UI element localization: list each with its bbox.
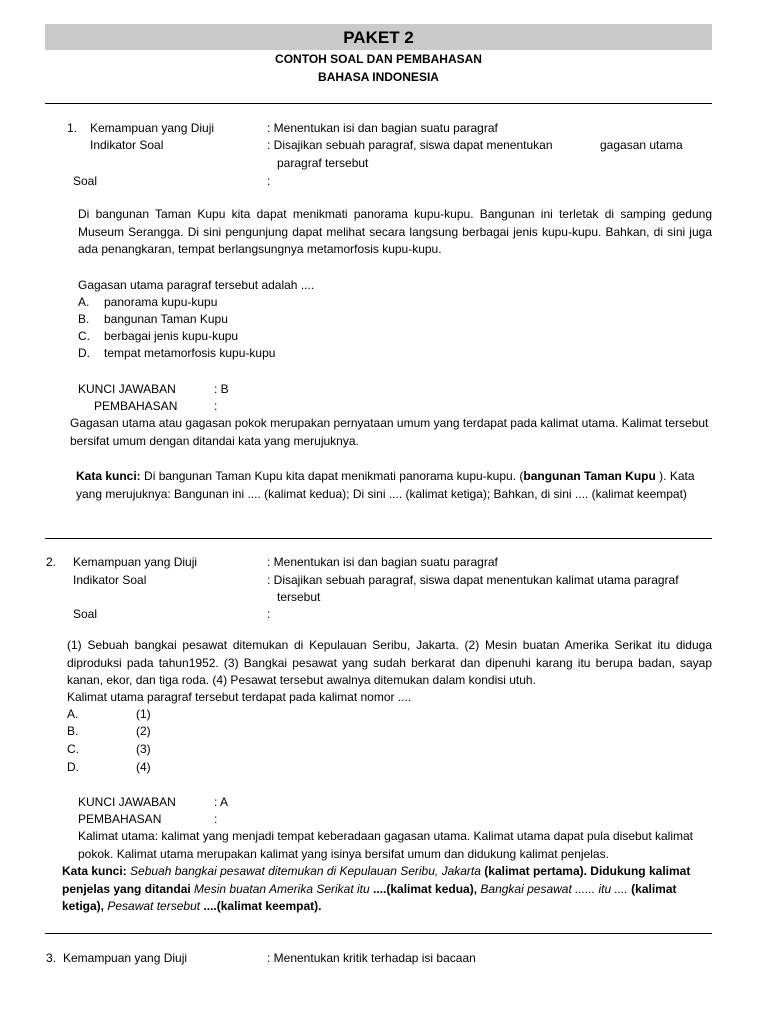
q2-kk-bold-3: (kalimat ketiga),: [62, 881, 677, 913]
q2-option-b-letter: B.: [67, 724, 79, 738]
q2-option-d-letter: D.: [67, 760, 79, 774]
q1-option-a-letter: A.: [78, 295, 90, 309]
q1-option-c-letter: C.: [78, 329, 90, 343]
q1-question: Gagasan utama paragraf tersebut adalah ....: [78, 278, 315, 292]
q1-pembahasan-colon: :: [214, 399, 218, 413]
q2-kunci-value: : A: [214, 795, 229, 809]
q2-passage: (1) Sebuah bangkai pesawat ditemukan di Kepulauan Seribu, Jakarta. (2) Mesin buatan Amerika Serikat itu diduga diproduksi pada tahun1952. (3) Bangkai pesawat yang sudah berkarat dan dipenuhi karang itu berupa badan, sayap kanan, ekor, dan tiga roda. (4) Pesawat tersebut awalnya ditemukan dalam kondisi utuh.: [67, 638, 712, 687]
q1-kata-kunci: [76, 468, 712, 503]
q2-kk-italic-2: Mesin buatan Amerika Serikat itu: [194, 881, 370, 896]
q2-kunci-label: KUNCI JAWABAN: [78, 795, 176, 809]
q1-option-c-text: berbagai jenis kupu-kupu: [104, 329, 239, 343]
title-banner: [45, 24, 712, 50]
q1-option-a-text: panorama kupu-kupu: [104, 295, 218, 309]
q2-soal-label: Soal: [73, 607, 98, 621]
q1-indikator-value: : Disajikan sebuah paragraf, siswa dapat menentukan: [267, 138, 553, 152]
q2-kk-italic-1: Sebuah bangkai pesawat ditemukan di Kepulauan Seribu, Jakarta: [126, 864, 481, 878]
divider: [45, 538, 712, 539]
page-title: PAKET 2: [343, 28, 414, 47]
q2-option-a-text: (1): [136, 707, 151, 721]
q2-kk-italic-3: Bangkai pesawat ...... itu ....: [480, 881, 628, 896]
q2-option-b-text: (2): [136, 724, 151, 738]
divider: [45, 933, 712, 934]
q3-kemampuan-label: Kemampuan yang Diuji: [63, 951, 188, 965]
q1-soal-label: Soal: [73, 174, 98, 188]
q2-indikator-value-b: tersebut: [277, 590, 321, 604]
q2-pembahasan-colon: :: [214, 812, 218, 826]
q1-option-b-text: bangunan Taman Kupu: [104, 312, 228, 326]
q1-kata-kunci-text-1: Di bangunan Taman Kupu kita dapat menikmati panorama kupu-kupu. (: [140, 469, 524, 483]
q1-number: 1.: [67, 121, 78, 135]
q2-option-a-letter: A.: [67, 707, 79, 721]
q1-passage: Di bangunan Taman Kupu kita dapat menikmati panorama kupu-kupu. Bangunan ini terletak di samping gedung Museum Serangga. Di sini pengunjung dapat melihat secara langsung berbagai jenis kupu-kupu. Bahkan, di sini juga ada penangkaran, tempat berlangsungnya metamorfosis kupu-kupu.: [78, 207, 712, 256]
q2-option-c-letter: C.: [67, 742, 79, 756]
q2-pembahasan-text: Kalimat utama: kalimat yang menjadi tempat keberadaan gagasan utama. Kalimat utama dapat pula disebut kalimat pokok. Kalimat utama merupakan kalimat yang isinya bersifat umum dan didukung kalimat penjelas.: [78, 829, 694, 861]
q2-number: 2.: [46, 555, 57, 569]
q3-number: 3.: [46, 951, 57, 965]
q1-kemampuan-value: : Menentukan isi dan bagian suatu paragraf: [267, 121, 498, 135]
subtitle-line-1: CONTOH SOAL DAN PEMBAHASAN: [275, 52, 482, 66]
q2-kk-italic-4: Pesawat tersebut: [107, 899, 201, 913]
q2-kk-bold-1: (kalimat pertama). Didukung kalimat penjelas yang ditandai: [62, 864, 691, 896]
q2-kata-kunci-label: Kata kunci:: [62, 864, 127, 878]
q2-kk-bold-2: ....(kalimat kedua),: [369, 881, 481, 896]
q2-kemampuan-value: : Menentukan isi dan bagian suatu paragraf: [267, 555, 498, 569]
q2-kemampuan-label: Kemampuan yang Diuji: [73, 555, 198, 569]
q2-option-c-text: (3): [136, 742, 151, 756]
q1-option-b-letter: B.: [78, 312, 90, 326]
q2-indikator-value: : Disajikan sebuah paragraf, siswa dapat menentukan kalimat utama paragraf: [267, 573, 679, 587]
q1-pembahasan-label: PEMBAHASAN: [94, 399, 178, 413]
q1-kata-kunci-label: Kata kunci:: [76, 469, 141, 483]
q2-pembahasan-label: PEMBAHASAN: [78, 812, 162, 826]
q2-kata-kunci: [62, 863, 712, 916]
q1-kunci-value: : B: [214, 382, 229, 396]
q2-option-d-text: (4): [136, 760, 151, 774]
q2-soal-colon: :: [267, 607, 271, 621]
q1-kemampuan-label: Kemampuan yang Diuji: [90, 121, 215, 135]
q1-kata-kunci-bold: bangunan Taman Kupu: [523, 469, 656, 483]
q1-indikator-value-b: gagasan utama: [600, 138, 683, 152]
q2-kk-bold-4: ....(kalimat keempat).: [200, 899, 322, 913]
q1-pembahasan-text: Gagasan utama atau gagasan pokok merupakan pernyataan umum yang terdapat pada kalimat utama. Kalimat tersebut bersifat umum dengan ditandai kata yang merujuknya.: [70, 416, 709, 448]
divider: [45, 103, 712, 104]
q1-kunci-label: KUNCI JAWABAN: [78, 382, 176, 396]
q1-kata-kunci-text-2: ). Kata yang merujuknya: Bangunan ini .... (kalimat kedua); Di sini .... (kalimat ketiga); Bahkan, di sini .... (kalimat keempat): [76, 469, 695, 501]
q1-indikator-label: Indikator Soal: [90, 138, 164, 152]
q1-indikator-value-c: paragraf tersebut: [277, 156, 369, 170]
q1-option-d-text: tempat metamorfosis kupu-kupu: [104, 346, 276, 360]
subtitle-line-2: BAHASA INDONESIA: [318, 70, 439, 84]
q1-option-d-letter: D.: [78, 346, 90, 360]
q1-soal-colon: :: [267, 174, 271, 188]
q2-question: Kalimat utama paragraf tersebut terdapat pada kalimat nomor ....: [67, 690, 412, 704]
q3-kemampuan-value: : Menentukan kritik terhadap isi bacaan: [267, 951, 476, 965]
q2-indikator-label: Indikator Soal: [73, 573, 147, 587]
